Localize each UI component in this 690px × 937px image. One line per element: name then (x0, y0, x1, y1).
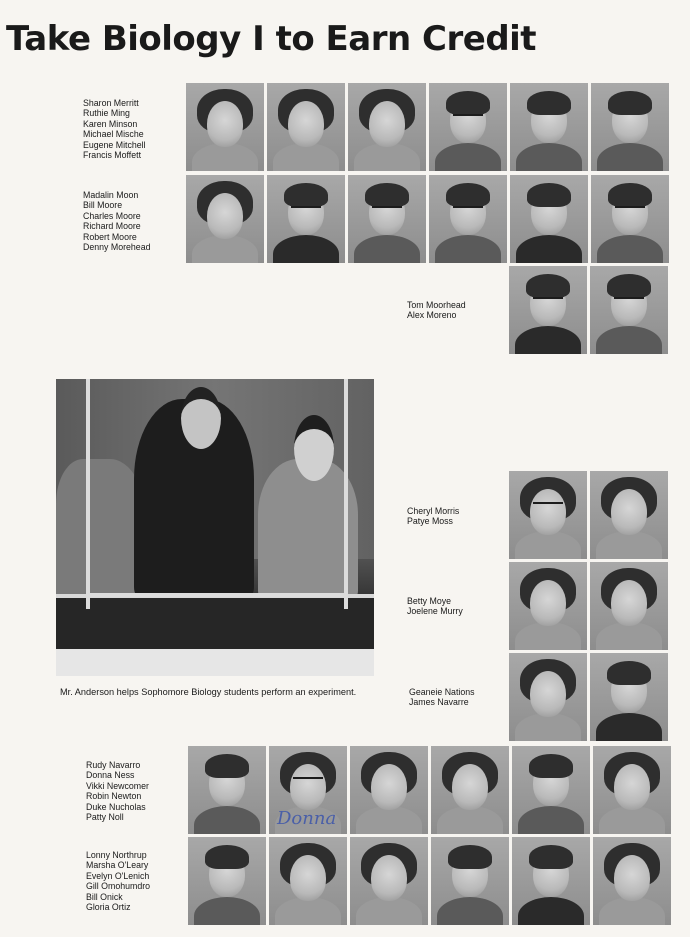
student-photo (186, 175, 264, 263)
student-name: Evelyn O'Lenich (86, 870, 150, 881)
student-name: Alex Moreno (407, 310, 457, 321)
student-photo (590, 471, 668, 559)
student-photo (188, 746, 266, 834)
student-photo (593, 837, 671, 925)
student-name: Patty Noll (86, 812, 124, 823)
student-name: Michael Mische (83, 129, 144, 140)
student-photo (267, 175, 345, 263)
student-photo (186, 83, 264, 171)
lab-photo (56, 379, 374, 676)
handwritten-signature: Donna (277, 808, 337, 829)
student-photo (590, 653, 668, 741)
student-name: Denny Morehead (83, 242, 151, 253)
student-name: Vikki Newcomer (86, 780, 149, 791)
student-name: Eugene Mitchell (83, 139, 146, 150)
student-name: Duke Nucholas (86, 801, 146, 812)
name-list-group-8 (86, 850, 150, 912)
student-photo (509, 653, 587, 741)
student-name: Madalin Moon (83, 190, 139, 200)
student-photo (429, 83, 507, 171)
student-name: Robert Moore (83, 231, 137, 242)
student-name: Lonny Northrup (86, 850, 147, 860)
student-name: Bill Onick (86, 891, 123, 902)
name-list-group-1 (83, 98, 146, 160)
student-photo (431, 746, 509, 834)
name-list-group-3 (407, 300, 466, 321)
student-photo (348, 83, 426, 171)
student-name: Patye Moss (407, 516, 453, 527)
student-name: Cheryl Morris (407, 506, 460, 516)
student-photo (350, 746, 428, 834)
photo-row-group-2 (186, 175, 669, 263)
name-list-group-2 (83, 190, 150, 252)
student-photo (512, 837, 590, 925)
student-photo (269, 837, 347, 925)
photo-caption: Mr. Anderson helps Sophomore Biology students perform an experiment. (60, 687, 357, 697)
student-name: Robin Newton (86, 791, 142, 802)
student-name: Betty Moye (407, 596, 452, 606)
name-list-group-4 (407, 506, 459, 527)
student-photo (512, 746, 590, 834)
student-photo (188, 837, 266, 925)
student-name: Bill Moore (83, 200, 123, 211)
student-photo (509, 266, 587, 354)
student-photo (510, 83, 588, 171)
student-name: Charles Moore (83, 210, 141, 221)
photo-row-group-7 (188, 746, 671, 834)
photo-row-group-4 (509, 471, 668, 559)
student-photo (348, 175, 426, 263)
photo-row-group-8 (188, 837, 671, 925)
student-photo (509, 562, 587, 650)
student-name: Marsha O'Leary (86, 860, 149, 871)
student-photo (510, 175, 588, 263)
student-name: Geaneie Nations (409, 687, 475, 697)
student-photo (590, 266, 668, 354)
student-photo (509, 471, 587, 559)
student-photo (429, 175, 507, 263)
student-name: Gill Omohumdro (86, 881, 151, 892)
student-photo (591, 83, 669, 171)
student-name: Rudy Navarro (86, 760, 141, 770)
student-name: Francis Moffett (83, 150, 142, 161)
page-title: Take Biology I to Earn Credit (6, 19, 537, 59)
photo-row-group-3 (509, 266, 668, 354)
student-name: Tom Moorhead (407, 300, 466, 310)
student-photo (590, 562, 668, 650)
student-name: Richard Moore (83, 221, 141, 232)
student-photo (591, 175, 669, 263)
student-photo (431, 837, 509, 925)
student-name: Sharon Merritt (83, 98, 139, 108)
name-list-group-7 (86, 760, 149, 822)
name-list-group-6 (409, 687, 475, 708)
photo-row-group-6 (509, 653, 668, 741)
student-photo (593, 746, 671, 834)
student-name: Ruthie Ming (83, 108, 130, 119)
student-name: Gloria Ortiz (86, 902, 131, 913)
student-photo (269, 746, 347, 834)
photo-row-group-5 (509, 562, 668, 650)
name-list-group-5 (407, 596, 463, 617)
photo-row-group-1 (186, 83, 669, 171)
student-name: Karen Minson (83, 118, 138, 129)
student-name: Donna Ness (86, 770, 135, 781)
student-name: James Navarre (409, 697, 469, 708)
student-name: Joelene Murry (407, 606, 463, 617)
student-photo (267, 83, 345, 171)
student-photo (350, 837, 428, 925)
